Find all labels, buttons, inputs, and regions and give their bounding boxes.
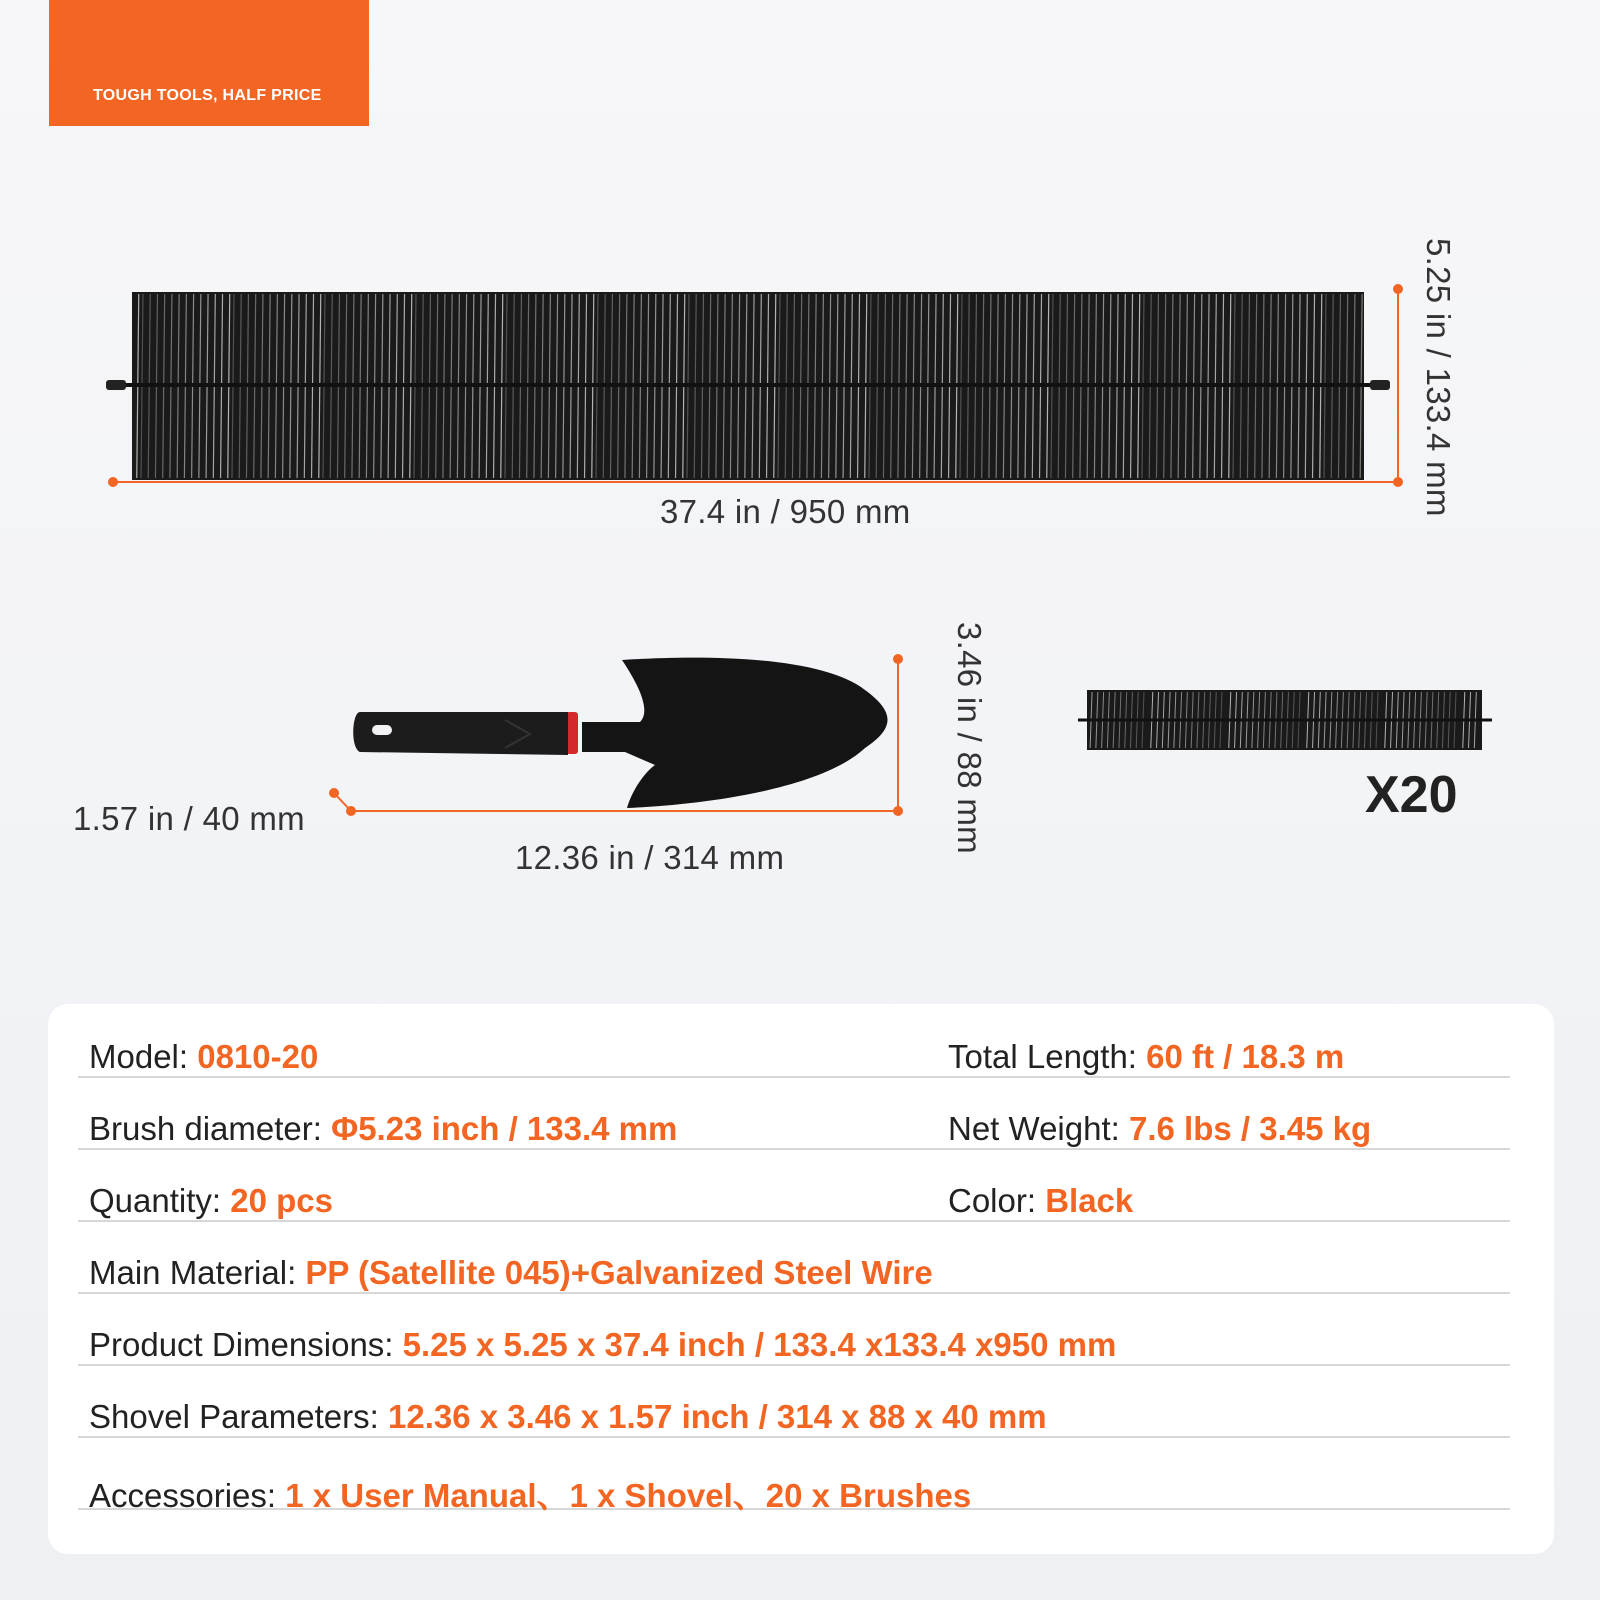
shovel-thickness-dimension-line xyxy=(329,788,351,811)
spec-value: 60 ft / 18.3 m xyxy=(1146,1038,1345,1075)
spec-row xyxy=(78,1220,1510,1294)
spec-value: 7.6 lbs / 3.45 kg xyxy=(1128,1110,1372,1147)
spec-total-length xyxy=(948,1038,1344,1076)
spec-label: Net Weight: xyxy=(948,1110,1120,1147)
brush-diameter-label: 5.25 in / 133.4 mm xyxy=(1420,238,1457,517)
spec-row xyxy=(78,1076,1510,1150)
spec-quantity xyxy=(89,1182,333,1220)
brush-length-label: 37.4 in / 950 mm xyxy=(660,493,911,530)
spec-label: Main Material: xyxy=(89,1254,297,1291)
spec-main-material xyxy=(89,1254,933,1292)
spec-brush-diameter xyxy=(89,1110,677,1148)
spec-value: 20 pcs xyxy=(230,1182,333,1219)
spec-model xyxy=(89,1038,318,1076)
spec-label: Product Dimensions: xyxy=(89,1326,394,1363)
spec-row xyxy=(78,1148,1510,1222)
spec-net-weight xyxy=(948,1110,1371,1148)
spec-color xyxy=(948,1182,1133,1220)
spec-row xyxy=(78,1436,1510,1514)
shovel-length-dimension-line xyxy=(346,806,903,816)
spec-label: Quantity: xyxy=(89,1182,222,1219)
spec-value: 0810-20 xyxy=(197,1038,319,1075)
spec-label: Total Length: xyxy=(948,1038,1137,1075)
spec-label: Brush diameter: xyxy=(89,1110,322,1147)
spec-label: Color: xyxy=(948,1182,1037,1219)
brush-diameter-dimension-line xyxy=(1393,284,1403,482)
shovel-length-label: 12.36 in / 314 mm xyxy=(515,839,785,876)
spec-accessories xyxy=(89,1470,971,1517)
spec-value: Φ5.23 inch / 133.4 mm xyxy=(331,1110,678,1147)
shovel-image xyxy=(353,658,887,808)
spec-value: 12.36 x 3.46 x 1.57 inch / 314 x 88 x 40 mm xyxy=(387,1398,1047,1435)
small-brush-image xyxy=(1078,690,1492,750)
spec-value: 5.25 x 5.25 x 37.4 inch / 133.4 x133.4 x950 mm xyxy=(402,1326,1117,1363)
spec-value: 1 x User Manual、1 x Shovel、20 x Brushes xyxy=(285,1477,972,1514)
spec-row xyxy=(78,1004,1510,1078)
shovel-width-dimension-line xyxy=(893,654,903,811)
spec-value: Black xyxy=(1045,1182,1134,1219)
spec-product-dimensions xyxy=(89,1326,1116,1364)
shovel-width-label: 3.46 in / 88 mm xyxy=(951,622,988,854)
spec-table xyxy=(48,1004,1554,1554)
spec-row xyxy=(78,1364,1510,1438)
spec-shovel-parameters xyxy=(89,1398,1047,1436)
quantity-mark: X20 xyxy=(1365,766,1458,824)
spec-row xyxy=(78,1292,1510,1366)
promo-badge-text: TOUGH TOOLS, HALF PRICE xyxy=(93,87,322,104)
shovel-thickness-label: 1.57 in / 40 mm xyxy=(73,800,305,837)
large-brush-image xyxy=(106,292,1390,480)
spec-label: Shovel Parameters: xyxy=(89,1398,379,1435)
spec-value: PP (Satellite 045)+Galvanized Steel Wire xyxy=(305,1254,933,1291)
spec-label: Model: xyxy=(89,1038,189,1075)
spec-label: Accessories: xyxy=(89,1477,277,1514)
